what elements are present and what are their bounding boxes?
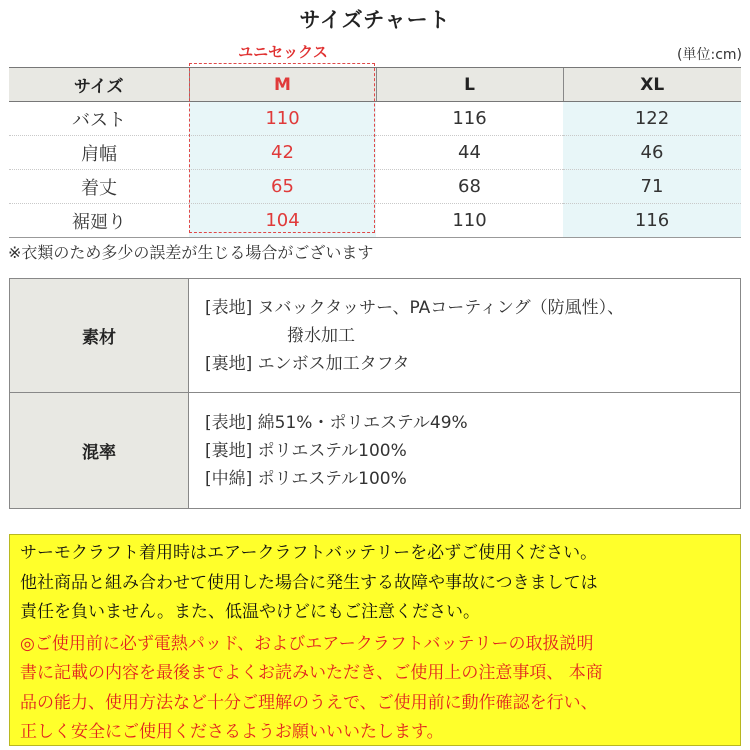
cell-xl: 116: [563, 204, 741, 238]
cell-m: 42: [189, 136, 376, 170]
material-line: [裏地] エンボス加工タフタ: [205, 353, 410, 374]
cell-l: 116: [376, 102, 563, 136]
blend-line: [裏地] ポリエステル100%: [205, 440, 407, 461]
notice-warning-line: ◎ご使用前に必ず電熱パッド、およびエアークラフトバッテリーの取扱説明: [20, 633, 594, 654]
cell-m: 110: [189, 102, 376, 136]
material-line: [表地] ヌバックタッサー、PAコーティング（防風性）、: [205, 297, 625, 318]
blend-label: 混率: [10, 393, 189, 509]
header-m: M: [189, 68, 376, 102]
page-title: サイズチャート: [299, 8, 451, 32]
caution-notice: [9, 534, 741, 746]
blend-details: [189, 393, 741, 509]
size-table-header: [9, 68, 741, 102]
blend-row: [10, 393, 741, 509]
blend-line: [表地] 綿51%・ポリエステル49%: [205, 412, 468, 433]
material-line: 撥水加工: [287, 325, 355, 346]
table-row: [9, 102, 741, 136]
notice-warning-line: 書に記載の内容を最後までよくお読みいただき、ご使用上の注意事項、 本商: [20, 663, 603, 683]
material-details: [189, 279, 741, 393]
row-label: 着丈: [9, 170, 189, 204]
row-label: 裾廻り: [9, 204, 189, 238]
unisex-label: ユニセックス: [238, 43, 328, 61]
row-label: バスト: [9, 102, 189, 136]
row-label: 肩幅: [9, 136, 189, 170]
material-table: [9, 278, 741, 509]
notice-warning-line: 品の能力、使用方法など十分ご理解のうえで、ご使用前に動作確認を行い、: [20, 692, 598, 713]
notice-line: 他社商品と組み合わせて使用した場合に発生する故障や事故につきましては: [20, 572, 598, 593]
material-row: [10, 279, 741, 393]
table-row: [9, 204, 741, 238]
cell-xl: 122: [563, 102, 741, 136]
unit-label: (単位:cm): [677, 47, 742, 63]
header-l: L: [376, 68, 563, 102]
notice-warning-line: 正しく安全にご使用くださるようお願いいいたします。: [20, 722, 444, 742]
tolerance-note: ※衣類のため多少の誤差が生じる場合がございます: [8, 243, 374, 262]
cell-l: 44: [376, 136, 563, 170]
header-size: サイズ: [9, 68, 189, 102]
cell-xl: 46: [563, 136, 741, 170]
notice-line: 責任を負いません。また、低温やけどにもご注意ください。: [20, 602, 481, 622]
cell-m: 65: [189, 170, 376, 204]
header-xl: XL: [563, 68, 741, 102]
notice-line: サーモクラフト着用時はエアークラフトバッテリーを必ずご使用ください。: [20, 543, 598, 563]
table-row: [9, 136, 741, 170]
cell-xl: 71: [563, 170, 741, 204]
table-row: [9, 170, 741, 204]
blend-line: [中綿] ポリエステル100%: [205, 468, 407, 489]
cell-l: 68: [376, 170, 563, 204]
material-label: 素材: [10, 279, 189, 393]
cell-l: 110: [376, 204, 563, 238]
size-table: [9, 67, 741, 238]
cell-m: 104: [189, 204, 376, 238]
